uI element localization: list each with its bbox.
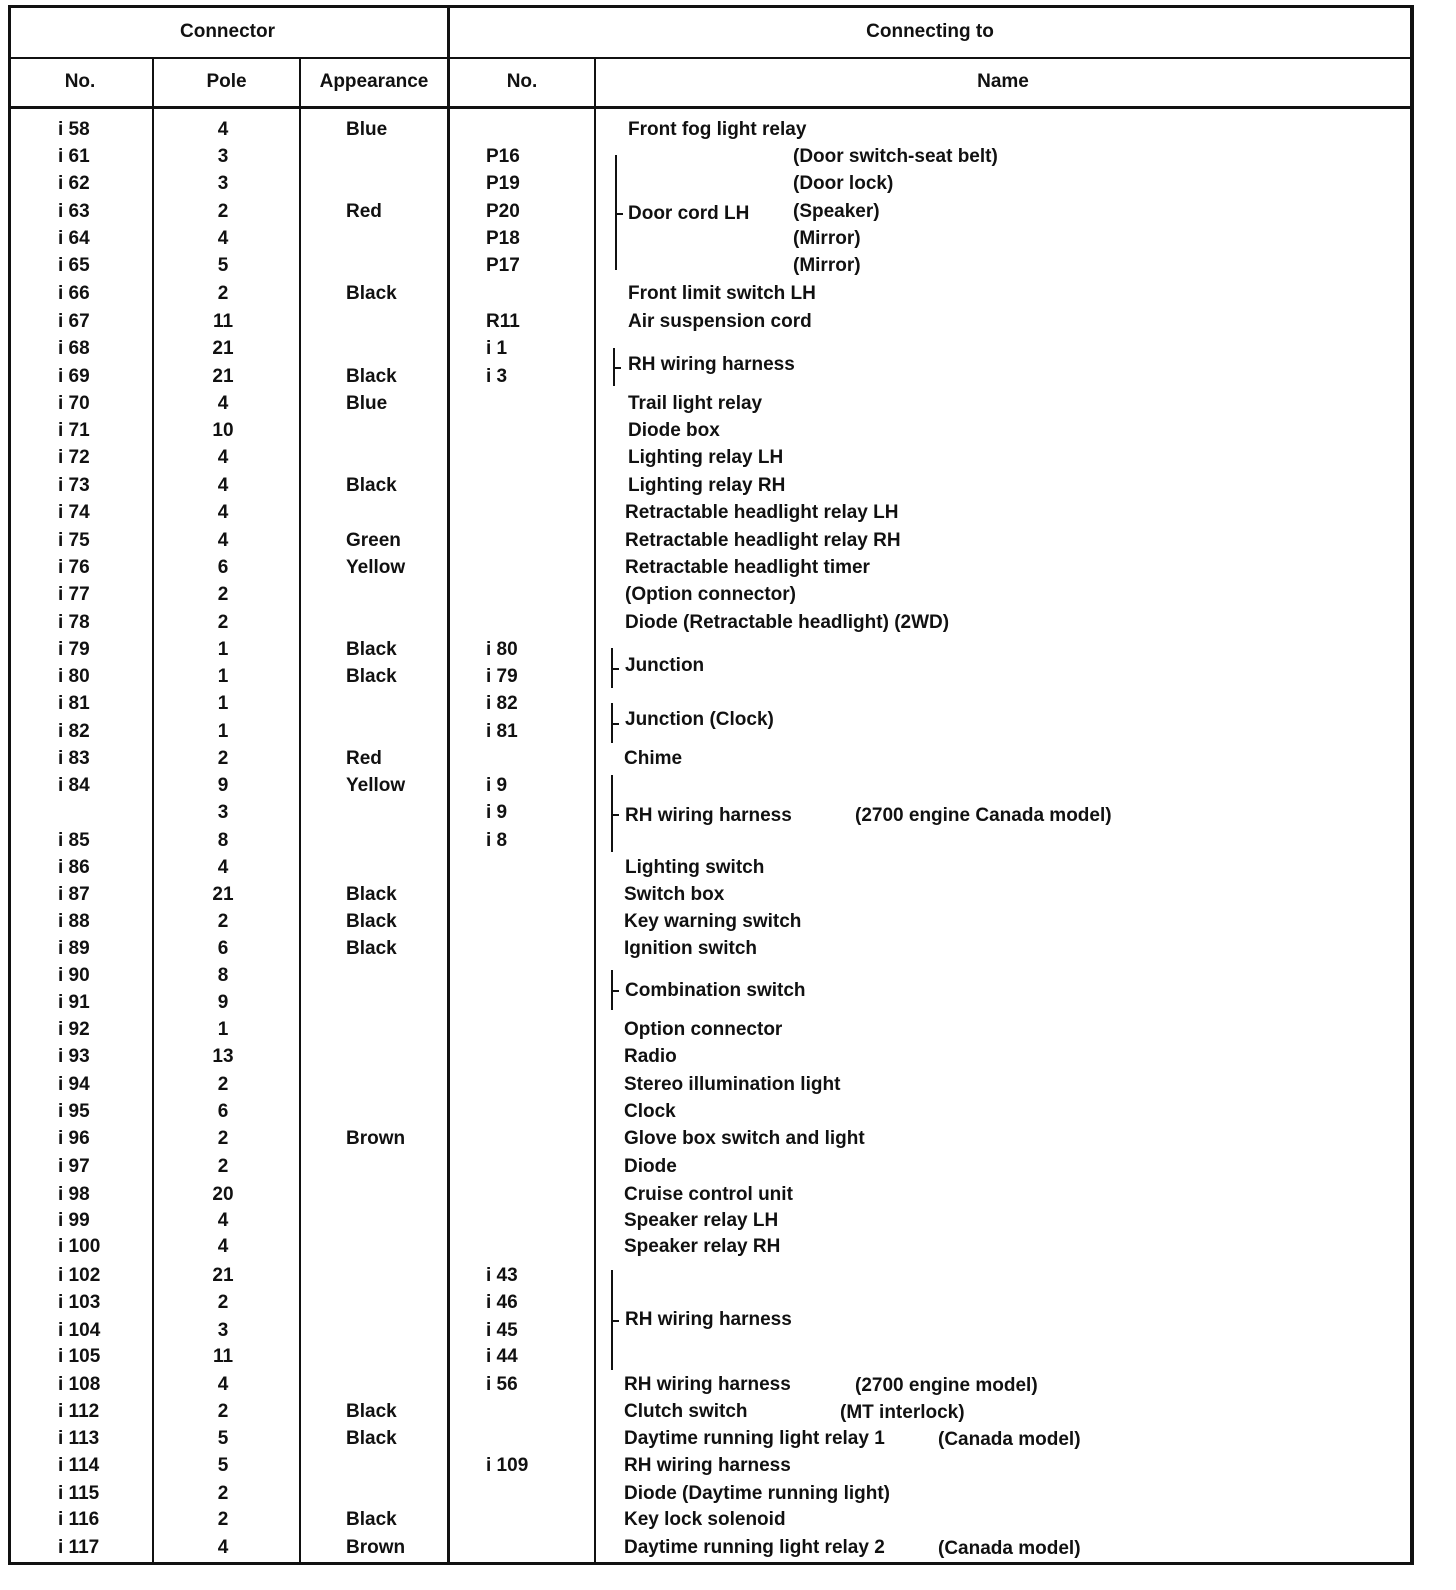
- row-pole: 8: [217, 965, 229, 986]
- row-no: i 82: [58, 721, 90, 742]
- row-pole: 6: [217, 557, 229, 578]
- brace-icon: [611, 1270, 621, 1370]
- row-pole: 20: [212, 1184, 234, 1205]
- row-name: Diode (Daytime running light): [624, 1483, 890, 1504]
- row-pole: 9: [217, 992, 229, 1013]
- row-no: i 112: [58, 1401, 100, 1422]
- row-pole: 2: [217, 1128, 229, 1149]
- row-pole: 4: [217, 1537, 229, 1558]
- row-appearance: Black: [346, 366, 397, 387]
- row-no: i 81: [58, 693, 90, 714]
- row-no: i 58: [58, 119, 90, 140]
- row-appearance: Black: [346, 1509, 397, 1530]
- row-pole: 1: [217, 721, 229, 742]
- row-name: (Mirror): [793, 228, 861, 249]
- row-connecting-no: P20: [486, 201, 520, 222]
- group-label-door-cord: Door cord LH: [628, 203, 750, 224]
- row-pole: 4: [217, 119, 229, 140]
- row-pole: 11: [212, 311, 234, 332]
- row-pole: 5: [217, 1455, 229, 1476]
- row-no: i 78: [58, 612, 90, 633]
- row-no: i 94: [58, 1074, 90, 1095]
- row-no: i 63: [58, 201, 90, 222]
- row-pole: 3: [217, 802, 229, 823]
- row-pole: 4: [217, 1374, 229, 1395]
- row-connecting-no: i 46: [486, 1292, 518, 1313]
- note-canada-model: (2700 engine Canada model): [855, 805, 1112, 826]
- row-no: i 108: [58, 1374, 101, 1395]
- table-border-top: [8, 5, 1414, 8]
- row-no: i 66: [58, 283, 90, 304]
- row-appearance: Black: [346, 283, 397, 304]
- row-connecting-no: i 1: [486, 338, 508, 359]
- row-no: i 79: [58, 639, 90, 660]
- row-name: Radio: [624, 1046, 677, 1067]
- header-no: No.: [64, 71, 96, 92]
- row-no: i 115: [58, 1483, 100, 1504]
- row-no: i 88: [58, 911, 90, 932]
- brace-icon: [613, 348, 623, 386]
- col-divider-2: [299, 57, 301, 1565]
- table-border-right: [1410, 5, 1414, 1565]
- row-no: i 87: [58, 884, 90, 905]
- row-appearance: Black: [346, 639, 397, 660]
- row-appearance: Green: [346, 530, 401, 551]
- row-no: i 117: [58, 1537, 100, 1558]
- group-label-junction: Junction: [625, 655, 705, 676]
- row-no: i 61: [58, 146, 90, 167]
- row-name: Switch box: [624, 884, 725, 905]
- row-pole: 6: [217, 1101, 229, 1122]
- row-name: RH wiring harness: [624, 1374, 791, 1395]
- header-no-2: No.: [506, 71, 538, 92]
- row-pole: 2: [217, 1156, 229, 1177]
- row-connecting-no: P19: [486, 173, 520, 194]
- row-no: i 104: [58, 1320, 101, 1341]
- row-connecting-no: P17: [486, 255, 520, 276]
- row-pole: 13: [212, 1046, 234, 1067]
- row-appearance: Yellow: [346, 775, 406, 796]
- row-name: Cruise control unit: [624, 1184, 793, 1205]
- row-no: i 85: [58, 830, 90, 851]
- row-appearance: Black: [346, 911, 397, 932]
- row-connecting-no: i 45: [486, 1320, 518, 1341]
- row-appearance: Blue: [346, 393, 388, 414]
- row-appearance: Blue: [346, 119, 388, 140]
- group-label-rh-harness-2: RH wiring harness: [625, 805, 792, 826]
- note-canada-113: (Canada model): [938, 1429, 1081, 1450]
- row-no: i 65: [58, 255, 90, 276]
- header-connecting-to: Connecting to: [866, 21, 994, 42]
- row-pole: 1: [217, 666, 229, 687]
- header-divider: [8, 57, 1414, 59]
- row-no: i 93: [58, 1046, 90, 1067]
- row-pole: 8: [217, 830, 229, 851]
- row-no: i 105: [58, 1346, 101, 1367]
- brace-icon: [611, 775, 621, 852]
- row-appearance: Black: [346, 1428, 397, 1449]
- row-name: Lighting relay LH: [628, 447, 784, 468]
- row-connecting-no: i 9: [486, 775, 508, 796]
- row-no: i 69: [58, 366, 90, 387]
- row-name: Retractable headlight relay LH: [625, 502, 899, 523]
- row-connecting-no: i 81: [486, 721, 518, 742]
- row-appearance: Black: [346, 1401, 397, 1422]
- connector-table: [8, 5, 1414, 1565]
- row-appearance: Yellow: [346, 557, 406, 578]
- row-name: Key warning switch: [624, 911, 802, 932]
- row-pole: 1: [217, 693, 229, 714]
- row-appearance: Black: [346, 884, 397, 905]
- row-name: Glove box switch and light: [624, 1128, 865, 1149]
- row-pole: 6: [217, 938, 229, 959]
- row-name: Lighting relay RH: [628, 475, 786, 496]
- group-label-rh-harness: RH wiring harness: [628, 354, 795, 375]
- row-appearance: Black: [346, 666, 397, 687]
- col-divider-1: [152, 57, 154, 1565]
- row-no: i 86: [58, 857, 90, 878]
- row-pole: 3: [217, 1320, 229, 1341]
- row-no: i 67: [58, 311, 90, 332]
- row-no: i 99: [58, 1210, 90, 1231]
- row-connecting-no: i 79: [486, 666, 518, 687]
- row-pole: 10: [212, 420, 234, 441]
- row-connecting-no: P18: [486, 228, 520, 249]
- row-name: Stereo illumination light: [624, 1074, 841, 1095]
- row-no: i 77: [58, 584, 90, 605]
- row-pole: 21: [212, 1265, 234, 1286]
- row-pole: 4: [217, 475, 229, 496]
- row-pole: 11: [212, 1346, 234, 1367]
- row-connecting-no: i 3: [486, 366, 508, 387]
- header-body-divider: [8, 106, 1414, 109]
- row-no: i 72: [58, 447, 90, 468]
- row-name: Chime: [624, 748, 683, 769]
- row-no: i 102: [58, 1265, 101, 1286]
- row-name: Clutch switch: [624, 1401, 748, 1422]
- row-name: RH wiring harness: [624, 1455, 791, 1476]
- row-pole: 2: [217, 612, 229, 633]
- row-no: i 83: [58, 748, 90, 769]
- row-name: Diode: [624, 1156, 677, 1177]
- row-no: i 90: [58, 965, 90, 986]
- row-name: Front limit switch LH: [628, 283, 816, 304]
- row-no: i 98: [58, 1184, 90, 1205]
- row-connecting-no: i 44: [486, 1346, 518, 1367]
- note-2700-engine: (2700 engine model): [855, 1375, 1038, 1396]
- row-no: i 64: [58, 228, 90, 249]
- row-pole: 5: [217, 1428, 229, 1449]
- row-pole: 5: [217, 255, 229, 276]
- row-connecting-no: i 43: [486, 1265, 518, 1286]
- brace-icon: [611, 703, 621, 743]
- row-connecting-no: i 82: [486, 693, 518, 714]
- row-pole: 4: [217, 857, 229, 878]
- row-name: Key lock solenoid: [624, 1509, 786, 1530]
- row-name: Trail light relay: [628, 393, 763, 414]
- row-name: Daytime running light relay 1: [624, 1428, 885, 1449]
- row-pole: 3: [217, 173, 229, 194]
- row-no: i 97: [58, 1156, 90, 1177]
- row-pole: 2: [217, 1074, 229, 1095]
- row-name: (Speaker): [793, 201, 880, 222]
- header-appearance: Appearance: [319, 71, 429, 92]
- col-divider-4: [594, 57, 596, 1565]
- row-name: Lighting switch: [625, 857, 765, 878]
- row-pole: 3: [217, 146, 229, 167]
- row-pole: 21: [212, 884, 234, 905]
- row-connecting-no: i 80: [486, 639, 518, 660]
- table-border-left: [8, 5, 11, 1565]
- row-name: Front fog light relay: [628, 119, 807, 140]
- row-name: Clock: [624, 1101, 676, 1122]
- table-border-bottom: [8, 1562, 1414, 1565]
- row-name: Retractable headlight relay RH: [625, 530, 901, 551]
- group-label-junction-clock: Junction (Clock): [625, 709, 774, 730]
- row-name: Diode box: [628, 420, 720, 441]
- row-name: Air suspension cord: [628, 311, 812, 332]
- row-pole: 4: [217, 228, 229, 249]
- row-no: i 96: [58, 1128, 90, 1149]
- row-pole: 4: [217, 447, 229, 468]
- header-name: Name: [977, 71, 1029, 92]
- row-name: Option connector: [624, 1019, 783, 1040]
- brace-icon: [611, 970, 621, 1010]
- row-name: Ignition switch: [624, 938, 757, 959]
- note-canada-117: (Canada model): [938, 1538, 1081, 1559]
- row-no: i 74: [58, 502, 90, 523]
- row-appearance: Brown: [346, 1537, 406, 1558]
- row-no: i 70: [58, 393, 90, 414]
- row-pole: 4: [217, 502, 229, 523]
- row-name: Speaker relay RH: [624, 1236, 781, 1257]
- row-no: i 75: [58, 530, 90, 551]
- row-no: i 80: [58, 666, 90, 687]
- row-no: i 76: [58, 557, 90, 578]
- brace-icon: [611, 648, 621, 688]
- row-appearance: Brown: [346, 1128, 406, 1149]
- row-appearance: Black: [346, 475, 397, 496]
- group-label-combination: Combination switch: [625, 980, 806, 1001]
- row-no: i 62: [58, 173, 90, 194]
- row-name: Retractable headlight timer: [625, 557, 870, 578]
- row-name: (Mirror): [793, 255, 861, 276]
- row-connecting-no: R11: [486, 311, 520, 332]
- group-label-rh-harness-3: RH wiring harness: [625, 1309, 792, 1330]
- header-connector: Connector: [180, 21, 275, 42]
- row-pole: 21: [212, 366, 234, 387]
- row-pole: 2: [217, 1292, 229, 1313]
- row-no: i 91: [58, 992, 90, 1013]
- row-pole: 9: [217, 775, 229, 796]
- brace-icon: [615, 155, 625, 270]
- row-pole: 4: [217, 1236, 229, 1257]
- row-pole: 1: [217, 639, 229, 660]
- row-pole: 2: [217, 283, 229, 304]
- row-name: (Option connector): [625, 584, 796, 605]
- row-no: i 73: [58, 475, 90, 496]
- row-pole: 1: [217, 1019, 229, 1040]
- row-no: i 116: [58, 1509, 100, 1530]
- row-pole: 2: [217, 911, 229, 932]
- row-name: Diode (Retractable headlight) (2WD): [625, 612, 950, 633]
- row-no: i 92: [58, 1019, 90, 1040]
- row-pole: 4: [217, 1210, 229, 1231]
- row-pole: 4: [217, 393, 229, 414]
- row-name: Daytime running light relay 2: [624, 1537, 885, 1558]
- row-pole: 21: [212, 338, 234, 359]
- row-connecting-no: i 9: [486, 802, 508, 823]
- row-connecting-no: i 56: [486, 1374, 518, 1395]
- header-pole: Pole: [206, 71, 247, 92]
- row-no: i 114: [58, 1455, 100, 1476]
- row-no: i 84: [58, 775, 90, 796]
- row-appearance: Black: [346, 938, 397, 959]
- row-pole: 2: [217, 1509, 229, 1530]
- note-mt-interlock: (MT interlock): [840, 1402, 965, 1423]
- row-no: i 100: [58, 1236, 101, 1257]
- row-no: i 95: [58, 1101, 90, 1122]
- row-pole: 2: [217, 584, 229, 605]
- row-no: i 113: [58, 1428, 100, 1449]
- col-divider-3: [447, 5, 450, 1565]
- row-pole: 2: [217, 748, 229, 769]
- row-pole: 2: [217, 201, 229, 222]
- row-no: i 89: [58, 938, 90, 959]
- row-appearance: Red: [346, 201, 382, 222]
- row-appearance: Red: [346, 748, 382, 769]
- row-connecting-no: P16: [486, 146, 520, 167]
- row-connecting-no: i 8: [486, 830, 508, 851]
- row-no: i 71: [58, 420, 90, 441]
- row-no: i 68: [58, 338, 90, 359]
- row-name: Speaker relay LH: [624, 1210, 779, 1231]
- row-pole: 2: [217, 1401, 229, 1422]
- row-name: (Door switch-seat belt): [793, 146, 998, 167]
- row-pole: 2: [217, 1483, 229, 1504]
- row-connecting-no: i 109: [486, 1455, 529, 1476]
- row-pole: 4: [217, 530, 229, 551]
- row-no: i 103: [58, 1292, 101, 1313]
- row-name: (Door lock): [793, 173, 894, 194]
